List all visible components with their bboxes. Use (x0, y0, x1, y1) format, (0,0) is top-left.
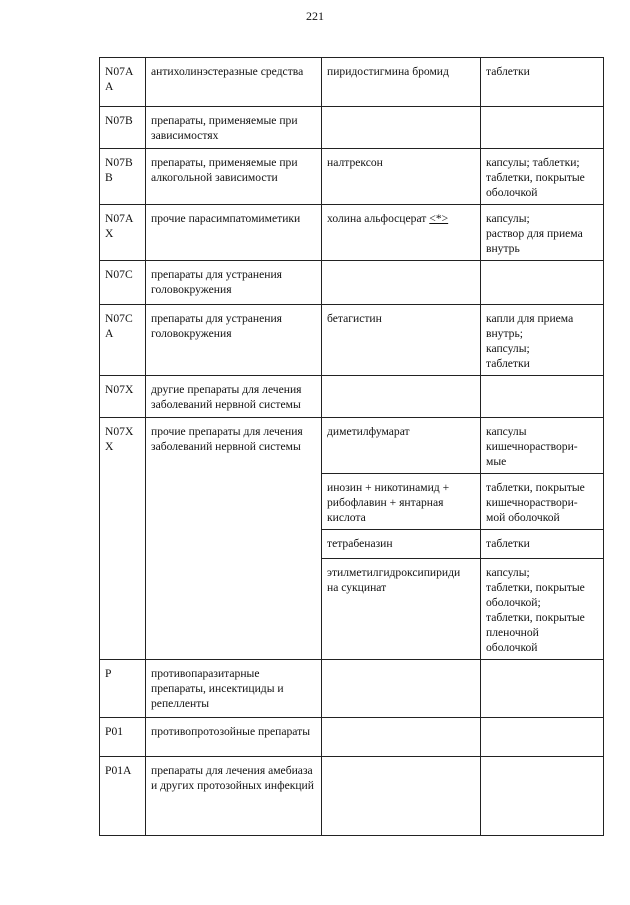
drug-name-cell (322, 559, 481, 660)
drug-name-cell (322, 305, 481, 376)
table-row (100, 757, 604, 836)
drug-name-cell (322, 205, 481, 261)
atc-code-cell-text: N07A X (105, 212, 134, 240)
atc-code-cell (100, 660, 146, 718)
group-name-cell (146, 718, 322, 757)
dosage-form-cell-text: таблетки, покрытые кишечнораствори- мой оболочкой (486, 481, 585, 524)
atc-code-cell (100, 757, 146, 836)
group-name-cell-text: препараты для устранения головокружения (151, 312, 282, 340)
atc-code-cell-text: N07X X (105, 425, 134, 453)
dosage-form-cell-text: таблетки (486, 537, 530, 550)
atc-code-cell (100, 149, 146, 205)
atc-code-cell-text: N07B B (105, 156, 133, 184)
group-name-cell (146, 261, 322, 305)
drug-name-cell-text: инозин + никотинамид + рибофлавин + янтарная кислота (327, 481, 450, 524)
table-row (100, 305, 604, 376)
group-name-cell (146, 660, 322, 718)
table-row (100, 58, 604, 107)
drug-name-cell (322, 474, 481, 530)
atc-code-cell-text: P (105, 667, 112, 680)
drug-name-cell-text: этилметилгидроксипириди на сукцинат (327, 566, 461, 594)
atc-code-cell (100, 261, 146, 305)
group-name-cell-text: другие препараты для лечения заболеваний нервной системы (151, 383, 302, 411)
group-name-cell-text: антихолинэстеразные средства (151, 65, 304, 78)
table-row (100, 376, 604, 418)
dosage-form-cell (481, 718, 604, 757)
dosage-form-cell (481, 559, 604, 660)
atc-code-cell (100, 205, 146, 261)
group-name-cell (146, 418, 322, 660)
atc-code-cell-text: N07X (105, 383, 134, 396)
drug-name-cell (322, 261, 481, 305)
dosage-form-cell (481, 58, 604, 107)
dosage-form-cell (481, 660, 604, 718)
dosage-form-cell-text: капсулы; раствор для приема внутрь (486, 212, 583, 255)
group-name-cell-text: противопротозойные препараты (151, 725, 311, 738)
group-name-cell-text: препараты, применяемые при алкогольной зависимости (151, 156, 298, 184)
dosage-form-cell (481, 305, 604, 376)
drug-name-cell (322, 660, 481, 718)
drug-name-cell-text: тетрабеназин (327, 537, 393, 550)
drug-name-cell (322, 718, 481, 757)
dosage-form-cell-text: капсулы; таблетки; таблетки, покрытые оболочкой (486, 156, 585, 199)
drug-name-cell (322, 376, 481, 418)
atc-code-cell-text: N07B (105, 114, 133, 127)
dosage-form-cell (481, 474, 604, 530)
drug-name-cell-text: холина альфосцерат (327, 212, 427, 225)
atc-code-cell (100, 376, 146, 418)
dosage-form-cell (481, 376, 604, 418)
atc-code-cell (100, 58, 146, 107)
atc-code-cell-text: N07C (105, 268, 133, 281)
dosage-form-cell (481, 149, 604, 205)
page-number: 221 (306, 9, 324, 23)
group-name-cell (146, 305, 322, 376)
dosage-form-cell (481, 757, 604, 836)
drug-name-cell (322, 58, 481, 107)
drug-name-cell (322, 107, 481, 149)
table-row (100, 261, 604, 305)
drug-name-cell-text: бетагистин (327, 312, 382, 325)
table-row (100, 418, 604, 474)
atc-code-cell-text: P01 (105, 725, 124, 738)
group-name-cell (146, 757, 322, 836)
dosage-form-cell (481, 418, 604, 474)
group-name-cell-text: прочие препараты для лечения заболеваний нервной системы (151, 425, 303, 453)
group-name-cell (146, 107, 322, 149)
dosage-form-cell-text: таблетки (486, 65, 530, 78)
group-name-cell (146, 205, 322, 261)
group-name-cell-text: препараты для устранения головокружения (151, 268, 282, 296)
table-row (100, 107, 604, 149)
atc-code-cell (100, 418, 146, 660)
table-row (100, 718, 604, 757)
drug-name-cell (322, 149, 481, 205)
atc-code-cell (100, 107, 146, 149)
group-name-cell-text: препараты для лечения амебиаза и других протозойных инфекций (151, 764, 314, 792)
dosage-form-cell (481, 530, 604, 559)
group-name-cell (146, 58, 322, 107)
drug-classification-table (99, 57, 604, 836)
footnote-reference-link[interactable]: <*> (429, 212, 449, 225)
drug-name-cell (322, 530, 481, 559)
atc-code-cell-text: N07A A (105, 65, 134, 93)
group-name-cell (146, 149, 322, 205)
atc-code-cell-text: P01A (105, 764, 132, 777)
atc-code-cell-text: N07C A (105, 312, 133, 340)
dosage-form-cell (481, 205, 604, 261)
drug-name-cell (322, 757, 481, 836)
atc-code-cell (100, 718, 146, 757)
drug-name-cell (322, 418, 481, 474)
drug-name-cell-text: пиридостигмина бромид (327, 65, 449, 78)
group-name-cell (146, 376, 322, 418)
dosage-form-cell (481, 261, 604, 305)
group-name-cell-text: препараты, применяемые при зависимостях (151, 114, 298, 142)
table-row (100, 660, 604, 718)
table-row (100, 149, 604, 205)
group-name-cell-text: противопаразитарные препараты, инсектициды и репелленты (151, 667, 284, 710)
drug-name-cell-text: диметилфумарат (327, 425, 410, 438)
dosage-form-cell (481, 107, 604, 149)
dosage-form-cell-text: капсулы; таблетки, покрытые оболочкой; таблетки, покрытые пленочной оболочкой (486, 566, 585, 654)
dosage-form-cell-text: капсулы кишечнораствори- мые (486, 425, 578, 468)
table-row (100, 205, 604, 261)
group-name-cell-text: прочие парасимпатомиметики (151, 212, 301, 225)
dosage-form-cell-text: капли для приема внутрь; капсулы; таблетки (486, 312, 574, 370)
table-body (100, 58, 604, 836)
atc-code-cell (100, 305, 146, 376)
drug-name-cell-text: налтрексон (327, 156, 383, 169)
